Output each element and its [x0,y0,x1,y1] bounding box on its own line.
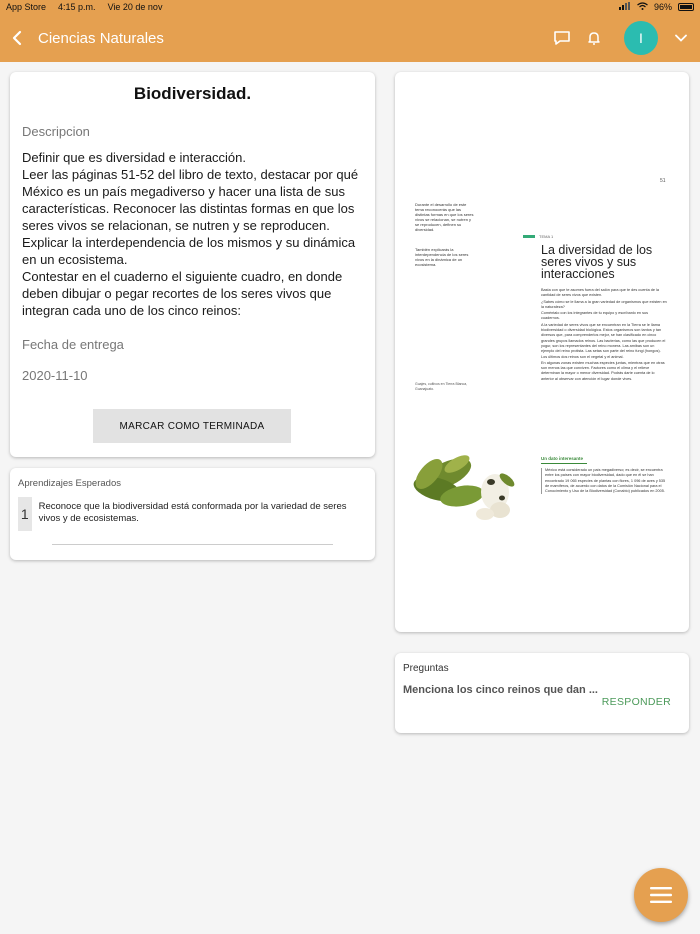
due-date-label: Fecha de entrega [22,337,124,352]
back-button[interactable] [2,14,32,62]
description-label: Descripcion [22,124,90,139]
list-item [18,497,367,531]
textbook-page-viewer[interactable] [395,72,689,632]
interesting-fact-title: Un dato interesante [541,456,587,464]
body-paragraph: Basta con que te asomes fuera del salón para que te des cuenta de la cantidad de seres vivos que existen. [541,288,659,298]
description-line: Explicar la interdependencia de los mismos y su dinámica en un ecosistema. [22,235,356,267]
account-menu-button[interactable] [668,22,694,54]
mark-done-button[interactable]: MARCAR COMO TERMINADA [93,409,291,443]
respond-button[interactable]: RESPONDER [601,696,671,708]
learning-outcomes-title: Aprendizajes Esperados [18,478,121,489]
tema-label [523,234,553,239]
tema-text: TEMA 1 [539,234,554,239]
body-paragraph: ¿Sabes cómo se le llama a la gran variedad de organismos que existen en la naturaleza? [541,299,667,309]
chevron-left-icon [11,30,23,46]
image-caption: Guajes, cultivos en Tierra Blanca, Guanajuato. [415,382,468,391]
status-bar [0,0,700,14]
questions-card [395,653,689,733]
page-number: 51 [660,178,666,184]
task-description [22,149,363,319]
body-paragraph: Coméntalo con los integrantes de tu equipo y escríbanlo en sus cuadernos. [541,311,649,321]
description-line: Leer las páginas 51-52 del libro de texto, destacar por qué México es un país megadiverso y hacer una lista de sus características. Reconocer las distintas formas en que los seres vivos se relacionan, se nutren y se reproducen. [22,167,359,233]
chevron-down-icon [675,34,687,42]
task-title: Biodiversidad. [133,84,252,103]
outcome-text: Reconoce que la biodiversidad está conformada por la variedad de seres vivos y de ecosistemas. [38,501,347,524]
textbook-body [541,288,667,383]
question-text[interactable]: Menciona los cinco reinos que dan ... [403,684,598,696]
app-bar [0,14,700,62]
battery-percent: 96% [653,2,672,12]
menu-fab-button[interactable] [634,868,688,922]
wifi-icon [637,2,648,12]
task-card [10,72,375,457]
chat-icon [553,30,571,46]
notifications-button[interactable] [578,22,610,54]
battery-icon [678,3,694,11]
status-carrier: App Store [6,2,47,12]
interesting-fact-text: México está considerado un país megadiverso; es decir, se encuentra entre los países con mayor biodiversidad, dado que en él se han encontrado 19 065 especies de plantas con flores, 1 096 de aves y 535 de mamíferos, de acuerdo con datos de la Comisión Nacional para el Conocimiento y Uso de la Biodiversidad (Conabio) publicados en 2005. [541,468,667,494]
textbook-page [395,72,689,632]
questions-label: Preguntas [403,663,449,674]
signal-icon [619,2,631,12]
due-date-value: 2020-11-10 [22,368,88,383]
divider [52,544,333,545]
body-paragraph: A la variedad de seres vivos que se encuentran en la Tierra se le llama biodiversidad o diversidad biológica. Estos organismos son tantos y tan diversos que, para comprenderlos mejor, se han clasificado en cinco grandes grupos llamados reinos. Las bacterias, como las que producen el yogur, son los representantes del reino monera. Las amibas son un ejemplo del reino protista. Las setas son parte del reino fungi (hongos). Los últimos dos reinos son el vegetal y el animal. [541,322,666,359]
bell-icon [586,30,602,46]
side-note: También explicarás la interdependencia de los seres vivos en la dinámica de un ecosistema. [415,247,469,267]
description-line: Definir que es diversidad e interacción. [22,150,247,165]
body-paragraph: En algunas zonas existen muchas especies juntas, mientras que en otras son menos las que conviven. Factores como el clima y el relieve determinan la mayor o menor diversidad. Podrás darte cuenta de lo anterior al observar con atención el lugar donde vives. [541,360,665,381]
side-note: Durante el desarrollo de este tema reconocerás que las distintas formas en que los seres vivos se relacionan, se nutren y se reproducen, definen su diversidad. [415,202,474,232]
guaje-beans-image [407,434,519,526]
status-time: 4:15 p.m. [58,2,96,12]
page-title: Ciencias Naturales [38,29,164,47]
learning-outcomes-card [10,468,375,560]
hamburger-menu-icon [650,887,672,903]
interesting-fact [541,456,667,494]
outcome-number: 1 [18,497,32,531]
description-line: Contestar en el cuaderno el siguiente cuadro, en donde deben dibujar o pegar recortes de los seres vivos que integran cada uno de los cinco reinos: [22,269,343,318]
textbook-heading: La diversidad de los seres vivos y sus interacciones [541,243,653,281]
status-date: Vie 20 de nov [107,2,163,12]
messages-button[interactable] [546,22,578,54]
avatar[interactable]: I [624,21,658,55]
